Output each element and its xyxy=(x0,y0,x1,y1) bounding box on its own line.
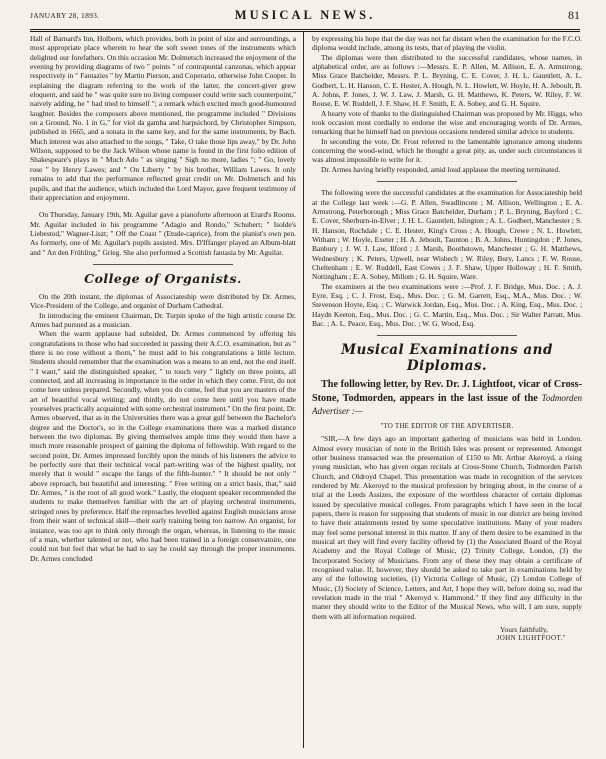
page-header xyxy=(30,8,580,24)
page-number: 81 xyxy=(568,8,580,22)
editor-address: "TO THE EDITOR OF THE ADVERTISER. xyxy=(380,422,514,430)
letter-body: "SIR,—A few days ago an important gathering of musicians was held in London. Almost every musician of note in the British Isles was present or represented. Amongst other business transacted was the presentation of £150 to Mr. Arthur Akeroyd, a rising young musician, who has given organ recitals at Cross-Stone Church, Todmorden Parish Church, and Oldroyd Chapel. This presentation was made in recognition of the services rendered by Mr. Akeroyd to the musical profession by bringing about, in the course of a trial at the Leeds Assizes, the exposure of the worthless character of certain diplomas issued by speculative musical colleges. From paragraphs which I have seen in the local papers, there is reason for supposing that students of music in our district are being invited to have their attainments tested by some speculative institutions. Many of your readers may feel some personal interest in this matter. If any of them desire to be examined in the musical art they will find every facility offered by (1) the Associated Board of the Royal Academy and the Royal College of Music, (2) Trinity College, London, (3) the Incorporated Society of Musicians. From any of these they may obtain a certificate of recognised value. If, however, they should be asked to take part in examinations held by any of the following societies, (1) Victoria College of Music, (2) London College of Music, (3) Society of Science, Letters, and Art, I hope they will, before doing so, read the revelation made in the trial " Akeroyd v. Hammond." If they find any difficulty in the matter they should write to the Editor of the Musical News, who will, I am sure, supply them with all information required. xyxy=(312,434,582,621)
header-rule xyxy=(30,29,580,30)
vote-of-thanks-paragraph: A hearty vote of thanks to the distinguished Chairman was proposed by Mr. Higgs, who took occasion most cordially to endorse the wise and encouraging words of Dr. Armes, remarking that he himself had on previous occasions tendered similar advice to students. xyxy=(312,108,582,137)
signature: JOHN LIGHTFOOT." xyxy=(496,634,566,643)
left-column xyxy=(30,34,296,563)
masthead-title: MUSICAL NEWS. xyxy=(234,8,376,22)
examiners-paragraph: The examiners at the two examinations were :—Prof. J. F. Bridge, Mus. Doc. ; A. J. Eyre, Esq. ; C. J. Frost, Esq., Mus. Doc. ; G. M. Garrett, Esq., M.A., Mus. Doc. ; W. Stevenson Hoyte, Esq. ; C. Warwick Jordan, Esq., Mus. Doc. ; A. King, Esq., Mus. Doc. ; Haydn Keeton, Esq., Mus. Doc. ; G. C. Martin, Esq., Mus. Doc. ; Sir Walter Parratt, Mus. Bac. ; A. L. Peace, Esq., Mus. Doc. ; W. G. Wood, Esq. xyxy=(312,281,582,328)
header-rule-thin xyxy=(30,31,580,32)
lightfoot-letter-lead xyxy=(312,379,582,418)
section-separator xyxy=(377,335,517,336)
chairman-paragraph: In introducing the eminent Chairman, Dr. Turpin spoke of the high artistic course Dr. Armes had pursued as a musician. xyxy=(30,310,296,329)
diplomas-paragraph: On the 20th instant, the diplomas of Associateship were distributed by Dr. Armes, Vice-President of the College, and organist of Durham Cathedral. xyxy=(30,291,296,311)
college-of-organists-heading: College of Organists. xyxy=(84,270,242,286)
lead-text: The following letter, by Rev. Dr. J. Lightfoot, vicar of Cross-Stone, Todmorden, appears in the last issue of the xyxy=(312,379,582,404)
column-divider xyxy=(303,32,304,748)
header-date: JANUARY 28, 1893. xyxy=(30,11,100,20)
continuation-paragraph: by expressing his hope that the day was not far distant when the examination for the F.C.O. diploma would include, among its tests, that of playing the violin. xyxy=(312,34,582,53)
meeting-terminated-paragraph: Dr. Armes having briefly responded, amid loud applause the meeting terminated. xyxy=(321,164,561,174)
section-separator xyxy=(377,181,517,182)
seconding-paragraph: In seconding the vote, Dr. Frost referred to the lamentable ignorance among students concerning the wood-wind, which he thought a great pity, as, under such circumstances it was almost impossible to write for it. xyxy=(312,136,582,165)
right-column xyxy=(312,34,582,644)
aguilar-paragraph: On Thursday, January 19th, Mr. Aguilar gave a pianoforte afternoon at Erard's Rooms. Mr. Aguilar included in his programme "Adagio and Rondo," Schubert; " Isolde's Liebestod," Wagner-Liszt; " Off the Coast " (Etude-caprice), from the pianist's own pen. As formerly, one of Mr. Aguilar's pupils assisted. Mrs. D'Iffanger played an Album-blatt and " An den Frühling," Grieg. She also performed a Scottish fantasia by Mr. Aguilar. xyxy=(30,210,296,257)
candidates-paragraph: The diplomas were then distributed to the successful candidates, whose names, in alphabetical order, are as follows :—Messrs. E. P. Allen, M. Allison, E. A. Armstrong, Miss Grace Batchelder, Messrs. P. L. Bryning, C. E. Cover, J. H. L. Gauntlett, A. L. Godbert, L. H. Hanson, C. E. Hester, A. Hough, N. L. Howlett, W. Hoyle, H. A. Jeboult, B. A. Johns, P. Jones, J. W. J. Law, J. Marsh, G. H. Matthews, K. Peters, W. Riley, F. W. Rouse, E. W. Ruddell, J. F. Shaw, H. F. Smith, E. A. Sobey, and G. H. Squire. xyxy=(312,52,582,109)
advertiser-title: Todmorden Advertiser :— xyxy=(312,392,582,416)
section-separator xyxy=(93,264,233,265)
musical-examinations-heading: Musical Examinations and Diplomas. xyxy=(341,342,553,375)
armes-speech-paragraph: When the warm applause had subsided, Dr. Armes commenced by offering his congratulations to those who had succeeded in passing their A.C.O. examination, but as " there is no rose without a thorn," he must add to his congratulations a little lecture. Students should remember that the examination was a means to an end, not the end itself. " I want," said the distinguished speaker, " to touch very " lightly on three points, all connected, and all increasing in importance in the order in which they come. First, do not come here unless prepared. Secondly, when you do come, feel that you are masters of the art of beautiful vocal writing; and thirdly, do not come here until you have made yourselves practically acquainted with some orchestral instrument." On the first point, Dr. Armes observed, that as in the Universities there was a great gulf between the Bachelor's degree and the Doctor's, so in the College examinations there was a marked distance between the two diplomas. By giving themselves ample time they would then have a much more reasonable prospect of gaining the diploma of fellowship. With regard to the second point, Dr. Armes impressed forcibly upon the minds of his listeners the advice to be perfectly sure that their technical vocal part-writing was of the highest quality, not merely that it would " escape the fangs of the fifth-hunter." " It should be not only " above reproach, but beautiful and interesting. " Free writing on a strict basis, that," said Dr. Armes, " is the root of all good work." Lastly, the eloquent speaker recommended the students to make themselves familiar with the art of playing orchestral instruments, stringed ones by preference. Half the reproaches levelled against English musicians arose from their want of technical skill—their early training being too narrow. An organist, for instance, was too apt to think only through the organ, whereas, in listening to the music of a man, whether talented or not, who had been trained in a foreign conservatoire, one could not but feel that what he had to say he could say through the proper instruments. Dr. Armes concluded xyxy=(30,329,296,563)
associateship-list-paragraph: The following were the successful candidates at the examination for Associateship held at the College last week :—G. P. Allen, Swadlincote ; M. Allison, Wellington ; E. A. Armstrong, Peterborough ; Miss Grace Batchelder, Durham ; P. L. Bryning, Bayford ; C. E. Cover, Sherburn-in-Elvet ; J. H. L. Gauntlett, Islington ; A. L. Godbert, Manchester ; S. H. Hanson, Rochdale ; C. E. Hester, King's Cross ; A. Hough, Crewe ; N. L. Howlett, Witham ; W. Hoyle, Exeter ; H. A. Jeboult, Taunton ; B. A. Johns, Huntingdon ; P. Jones, Banbury ; J. W. J. Law, Ilford ; J. Marsh, Boothstown, Manchester ; G. H. Matthews, Wednesbury ; K. Peters, Upwell, near Wisbech ; W. Riley, Bury, Lancs ; F. W. Rouse, Cheltenham ; E. W. Ruddell, East Cowes ; J. F. Shaw, Upper Holloway ; H. F. Smith, Nottingham ; E. A. Sobey, Millom ; G. H. Squire, Ware. xyxy=(312,188,582,282)
spacer xyxy=(30,202,296,210)
barnards-inn-paragraph: Hall of Barnard's Inn, Holborn, which provides, both in point of size and surroundings, a most appropriate place wherein to hear the soft sweet tones of the instruments which delighted our forefathers. On this occasion Mr. Dolmetsch increased the enjoyment of the evening by providing diagrams of two " points " of contrapuntal canzonas, which appear respectively in " Fantazies " by Martin Pierson, and Coperario, otherwise John Cooper. In explaining the diagram referring to the work of the latter, the concert-giver grew eloquent, and said he " was quite sure no living composer could write such counterpoint," naively adding, he " had tried to himself "; a remark which excited much good-humoured laughter. Besides the composers above mentioned, the programme included " Divisions on a Ground, No. 1 in G," for viol da gamba and harpsichord, by Christopher Simpson, published in 1665, and a sonata in the same key, and for the same instruments, by Bach. Much interest was also attached to the songs, " Take, O take those lips away," by Dr. John Wilson, supposed to be the Jack Wilson whose name is found in the first folio edition of Shakespeare's plays in " Much Ado " as singing " Sigh no more, ladies "; " Go, lovely rose " by Henry Lawes; and " On Liberty " by his brother, William Lawes. It only remains to add that the performance reflected great credit on Mr. Dolmetsch and his pupils, and that the audience, which included the Lord Mayor, gave frequent testimony of their appreciation and enjoyment. xyxy=(30,34,296,202)
sign-off: Yours faithfully, xyxy=(499,625,548,635)
